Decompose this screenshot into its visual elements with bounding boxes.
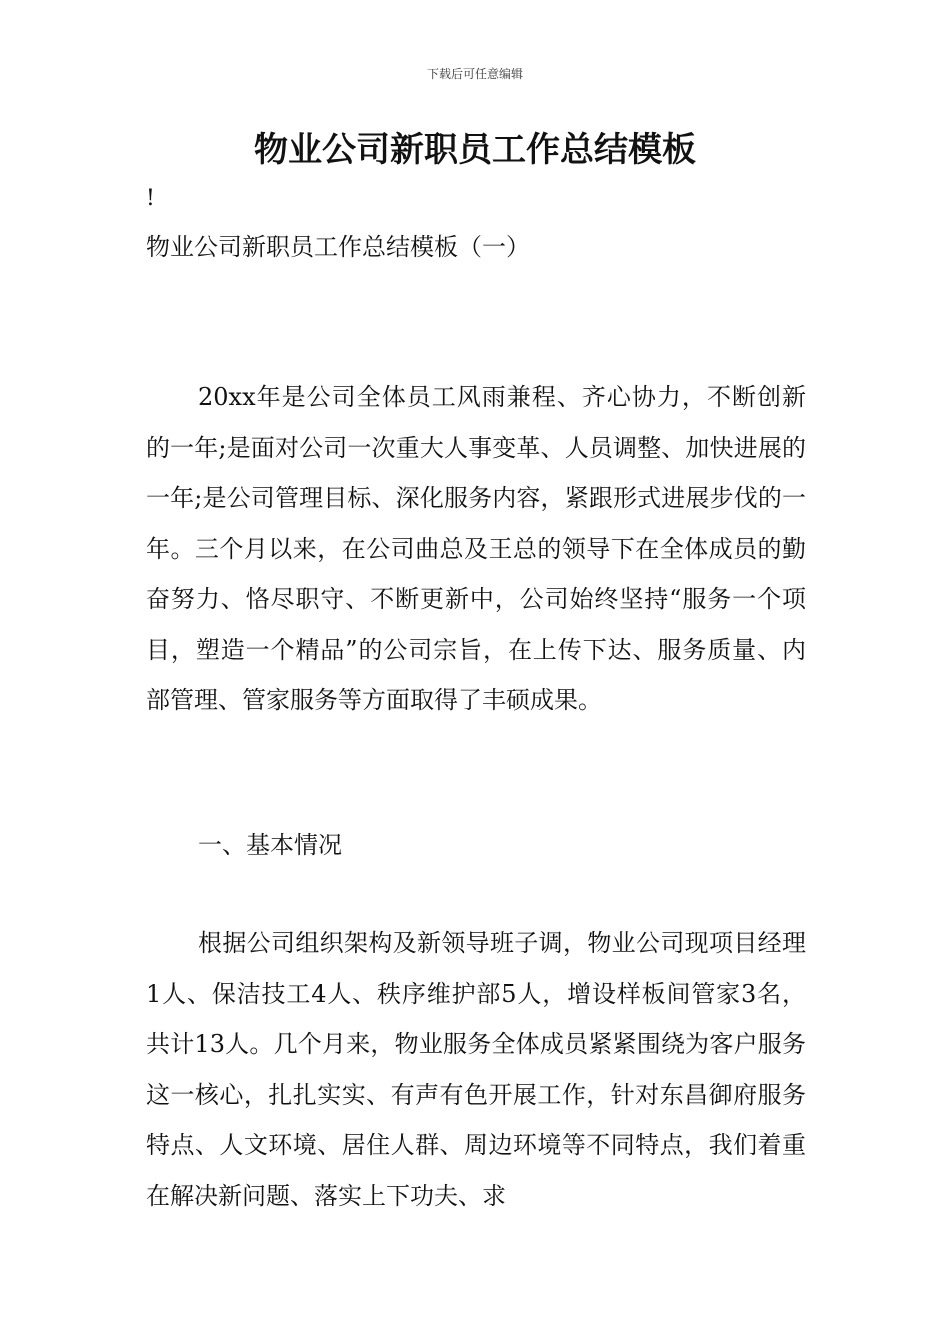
intro-paragraph: 20xx年是公司全体员工风雨兼程、齐心协力，不断创新的一年;是面对公司一次重大人事变革、人员调整、加快进展的一年;是公司管理目标、深化服务内容，紧跟形式进展步伐的一年。三个月以来，在公司曲总及王总的领导下在全体成员的勤奋努力、恪尽职守、不断更新中，公司始终坚持“服务一个项目，塑造一个精品”的公司宗旨，在上传下达、服务质量、内部管理、管家服务等方面取得了丰硕成果。 (146, 383, 806, 714)
section-heading-basic-situation: 一、基本情况 (198, 831, 342, 859)
document-subtitle: 物业公司新职员工作总结模板（一） (146, 233, 530, 261)
basic-situation-paragraph: 根据公司组织架构及新领导班子调，物业公司现项目经理1人、保洁技工4人、秩序维护部5人，增设样板间管家3名，共计13人。几个月来，物业服务全体成员紧紧围绕为客户服务这一核心，扎扎实实、有声有色开展工作，针对东昌御府服务特点、人文环境、居住人群、周边环境等不同特点，我们着重在解决新问题、落实上下功夫、求 (146, 929, 806, 1210)
header-note: 下载后可任意编辑 (426, 67, 523, 81)
document-title: 物业公司新职员工作总结模板 (254, 130, 696, 170)
exclamation-mark: ! (146, 186, 155, 211)
